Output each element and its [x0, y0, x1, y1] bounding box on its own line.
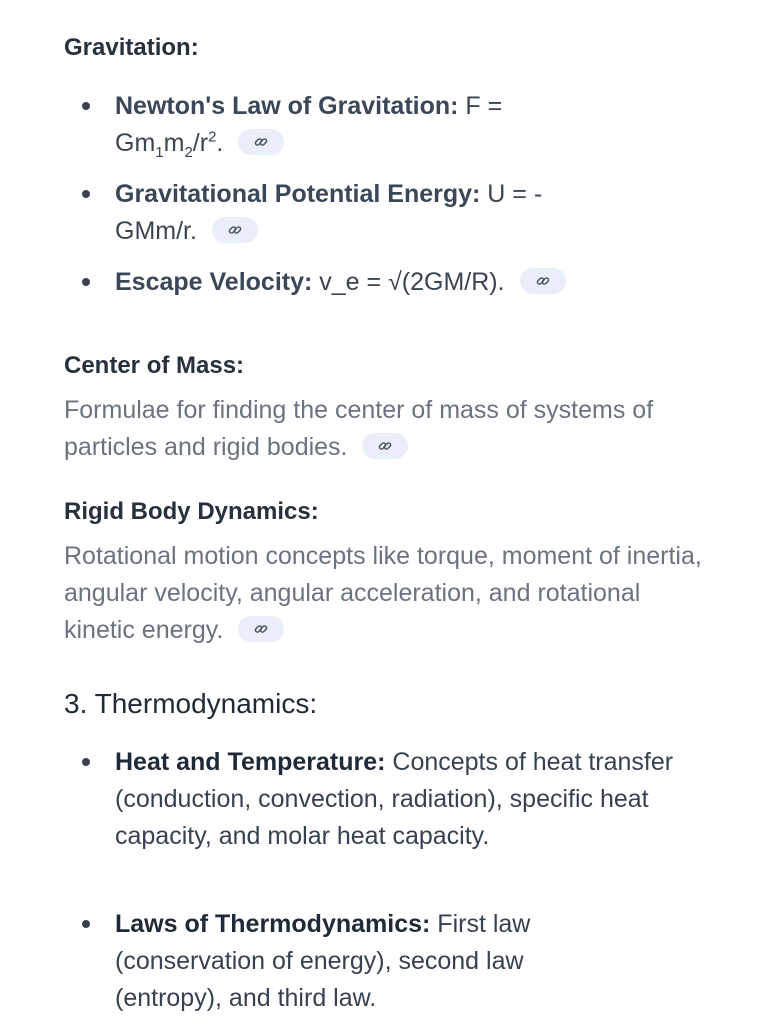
bullet-dot [82, 920, 90, 928]
bullet-text: Escape Velocity: v_e = √(2GM/R). [115, 264, 715, 301]
term-label: Gravitational Potential Energy: [115, 180, 481, 208]
bullet-text: Newton's Law of Gravitation: F = $Gm_1m_2/r^2$. [115, 92, 503, 161]
bullet-dot [82, 278, 90, 286]
rigid-body-text: Rotational motion concepts like torque, moment of inertia, angular velocity, angular acceleration, and rotational kinetic energy. [64, 542, 702, 644]
source-link-button[interactable] [238, 129, 284, 155]
gravitation-heading: Gravitation: [64, 34, 199, 61]
link-icon [254, 135, 268, 149]
link-icon [228, 223, 242, 237]
center-of-mass-heading: Center of Mass: [64, 352, 245, 379]
term-label: Laws of Thermodynamics: [115, 910, 431, 938]
center-of-mass-text: Formulae for finding the center of mass of systems of particles and rigid bodies. [64, 396, 654, 461]
thermodynamics-heading: 3. Thermodynamics: [64, 688, 318, 719]
source-link-button[interactable] [238, 616, 284, 642]
source-link-button[interactable] [212, 217, 258, 243]
link-icon [254, 622, 268, 636]
term-label: Newton's Law of Gravitation: [115, 92, 459, 120]
bullet-text: Laws of Thermodynamics: First law (conservation of energy), second law (entropy), and third law. [115, 910, 531, 1012]
bullet-text: Heat and Temperature: Concepts of heat transfer (conduction, convection, radiation), specific heat capacity, and molar heat capacity. [115, 748, 674, 850]
source-link-button[interactable] [362, 433, 408, 459]
bullet-text: Gravitational Potential Energy: U = - GMm/r. [115, 180, 543, 245]
term-label: Heat and Temperature: [115, 748, 386, 776]
source-link-button[interactable] [520, 268, 566, 294]
link-icon [536, 274, 550, 288]
bullet-dot [82, 190, 90, 198]
bullet-dot [82, 758, 90, 766]
rigid-body-heading: Rigid Body Dynamics: [64, 498, 319, 525]
term-label: Escape Velocity: [115, 268, 313, 296]
link-icon [378, 439, 392, 453]
bullet-dot [82, 102, 90, 110]
